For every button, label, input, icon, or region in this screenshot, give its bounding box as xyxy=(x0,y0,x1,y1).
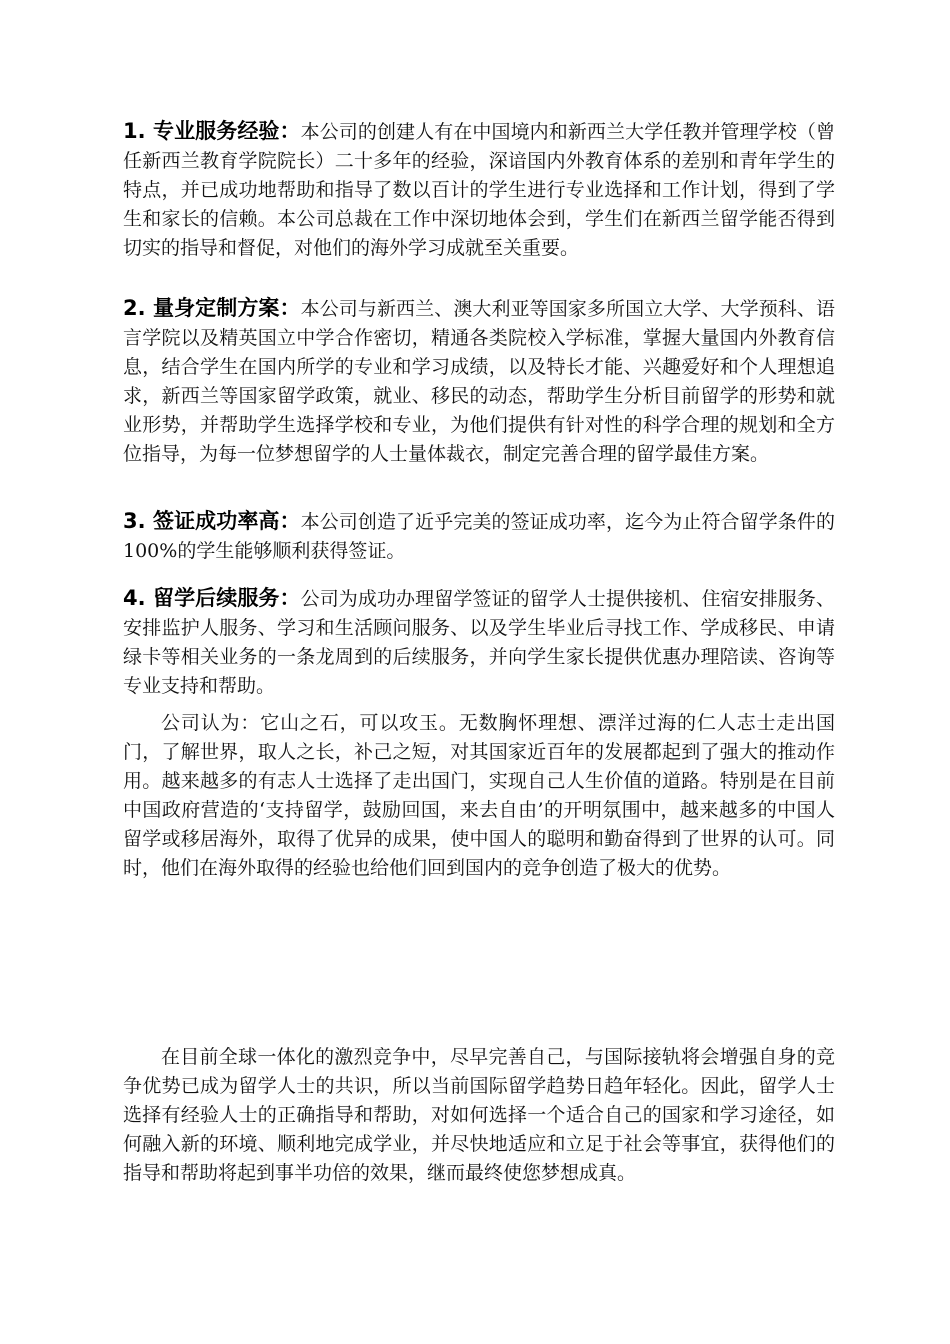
service-item-1-body: 本公司的创建人有在中国境内和新西兰大学任教并管理学校（曾任新西兰教育学院院长）二十多年的经验，深谙国内外教育体系的差别和青年学生的特点，并已成功地帮助和指导了数以百计的学生进行专业选择和工作计划，得到了学生和家长的信赖。本公司总裁在工作中深切地体会到，学生们在新西兰留学能否得到切实的指导和督促，对他们的海外学习成就至关重要。 xyxy=(123,121,835,259)
body-paragraph-2: 在目前全球一体化的激烈竞争中，尽早完善自己，与国际接轨将会增强自身的竞争优势已成为留学人士的共识，所以当前国际留学趋势日趋年轻化。因此，留学人士选择有经验人士的正确指导和帮助，对如何选择一个适合自己的国家和学习途径，如何融入新的环境、顺利地完成学业，并尽快地适应和立足于社会等事宜，获得他们的指导和帮助将起到事半功倍的效果，继而最终使您梦想成真。 xyxy=(123,1046,835,1184)
service-item-3-body: 本公司创造了近乎完美的签证成功率，迄今为止符合留学条件的 100%的学生能够顺利获得签证。 xyxy=(123,511,835,562)
service-item-4-body: 公司为成功办理留学签证的留学人士提供接机、住宿安排服务、安排监护人服务、学习和生活顾问服务、以及学生毕业后寻找工作、学成移民、申请绿卡等相关业务的一条龙周到的后续服务，并向学生家长提供优惠办理陪读、咨询等专业支持和帮助。 xyxy=(123,588,835,697)
body-paragraph-1: 公司认为：它山之石，可以攻玉。无数胸怀理想、漂洋过海的仁人志士走出国门，了解世界，取人之长，补己之短，对其国家近百年的发展都起到了强大的推动作用。越来越多的有志人士选择了走出国门，实现自己人生价值的道路。特别是在目前中国政府营造的‘支持留学，鼓励回国，来去自由’的开明氛围中，越来越多的中国人留学或移居海外，取得了优异的成果，使中国人的聪明和勤奋得到了世界的认可。同时，他们在海外取得的经验也给他们回到国内的竞争创造了极大的优势。 xyxy=(123,712,835,879)
service-item-2-heading: 2. 量身定制方案： xyxy=(123,296,301,320)
service-item-2 xyxy=(123,294,835,469)
service-item-3 xyxy=(123,507,835,566)
service-item-4 xyxy=(123,584,835,701)
service-item-2-body: 本公司与新西兰、澳大利亚等国家多所国立大学、大学预科、语言学院以及精英国立中学合作密切，精通各类院校入学标准，掌握大量国内外教育信息，结合学生在国内所学的专业和学习成绩，以及特长才能、兴趣爱好和个人理想追求，新西兰等国家留学政策，就业、移民的动态，帮助学生分析目前留学的形势和就业形势，并帮助学生选择学校和专业，为他们提供有针对性的科学合理的规划和全方位指导，为每一位梦想留学的人士量体裁衣，制定完善合理的留学最佳方案。 xyxy=(123,298,835,465)
service-item-1 xyxy=(123,117,835,263)
service-item-3-heading: 3. 签证成功率高： xyxy=(123,509,301,533)
service-item-1-heading: 1. 专业服务经验： xyxy=(123,119,301,143)
service-item-4-heading: 4. 留学后续服务： xyxy=(123,586,301,610)
